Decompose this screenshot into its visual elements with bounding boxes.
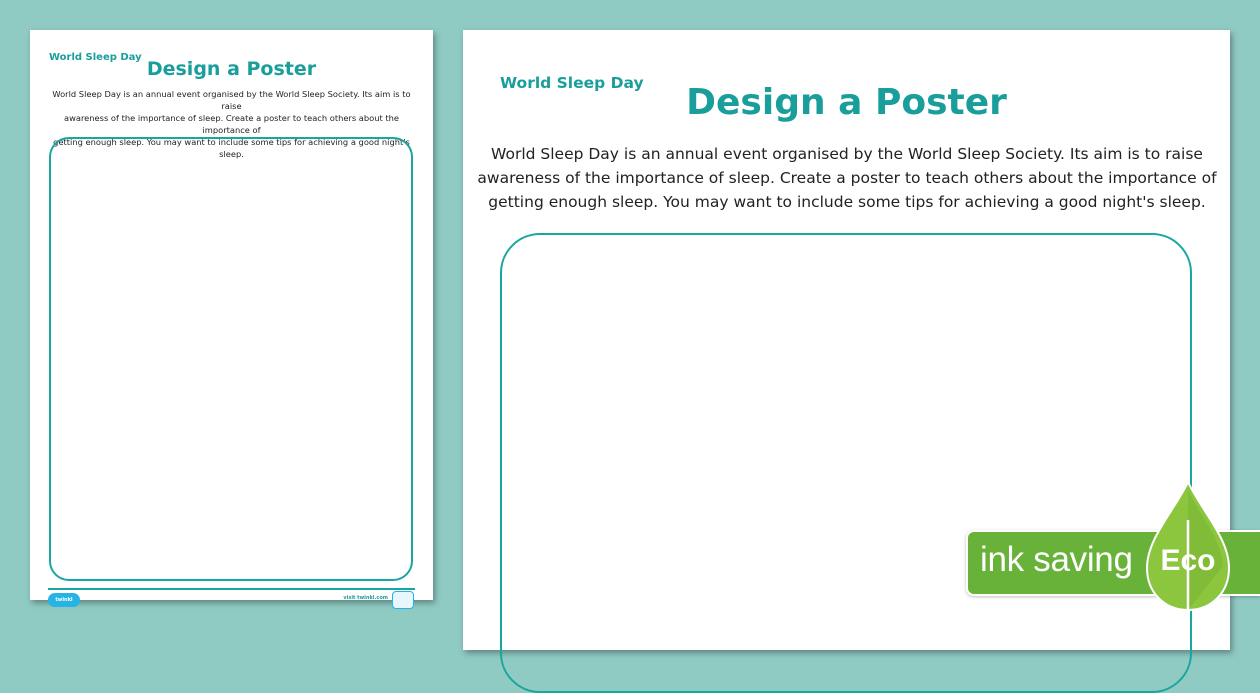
ink-saving-label: ink saving	[980, 540, 1133, 579]
eco-label: Eco	[1160, 544, 1216, 577]
subject-heading: World Sleep Day	[500, 74, 644, 92]
intro-line: getting enough sleep. You may want to include some tips for achieving a good night's sleep.	[488, 193, 1206, 211]
intro-line: World Sleep Day is an annual event organised by the World Sleep Society. Its aim is to raise	[491, 145, 1203, 163]
intro-line: getting enough sleep. You may want to include some tips for achieving a good night's sleep.	[53, 137, 410, 159]
footer-url: visit twinkl.com	[343, 595, 388, 601]
poster-drawing-area	[500, 233, 1192, 693]
page-title: Design a Poster	[146, 58, 317, 80]
quality-badge-icon	[392, 591, 414, 609]
poster-drawing-area	[49, 137, 413, 581]
leaf-drop-icon	[1143, 480, 1233, 616]
worksheet-preview-small	[30, 30, 433, 603]
intro-paragraph	[477, 142, 1217, 214]
twinkl-logo-icon: twinkl	[48, 593, 80, 607]
footer-divider	[48, 588, 415, 590]
intro-line: awareness of the importance of sleep. Create a poster to teach others about the importance of	[477, 169, 1217, 187]
page-title: Design a Poster	[686, 82, 1007, 123]
intro-line: World Sleep Day is an annual event organised by the World Sleep Society. Its aim is to raise	[52, 89, 411, 111]
intro-line: awareness of the importance of sleep. Create a poster to teach others about the importance of	[64, 113, 399, 135]
subject-heading: World Sleep Day	[49, 52, 142, 63]
